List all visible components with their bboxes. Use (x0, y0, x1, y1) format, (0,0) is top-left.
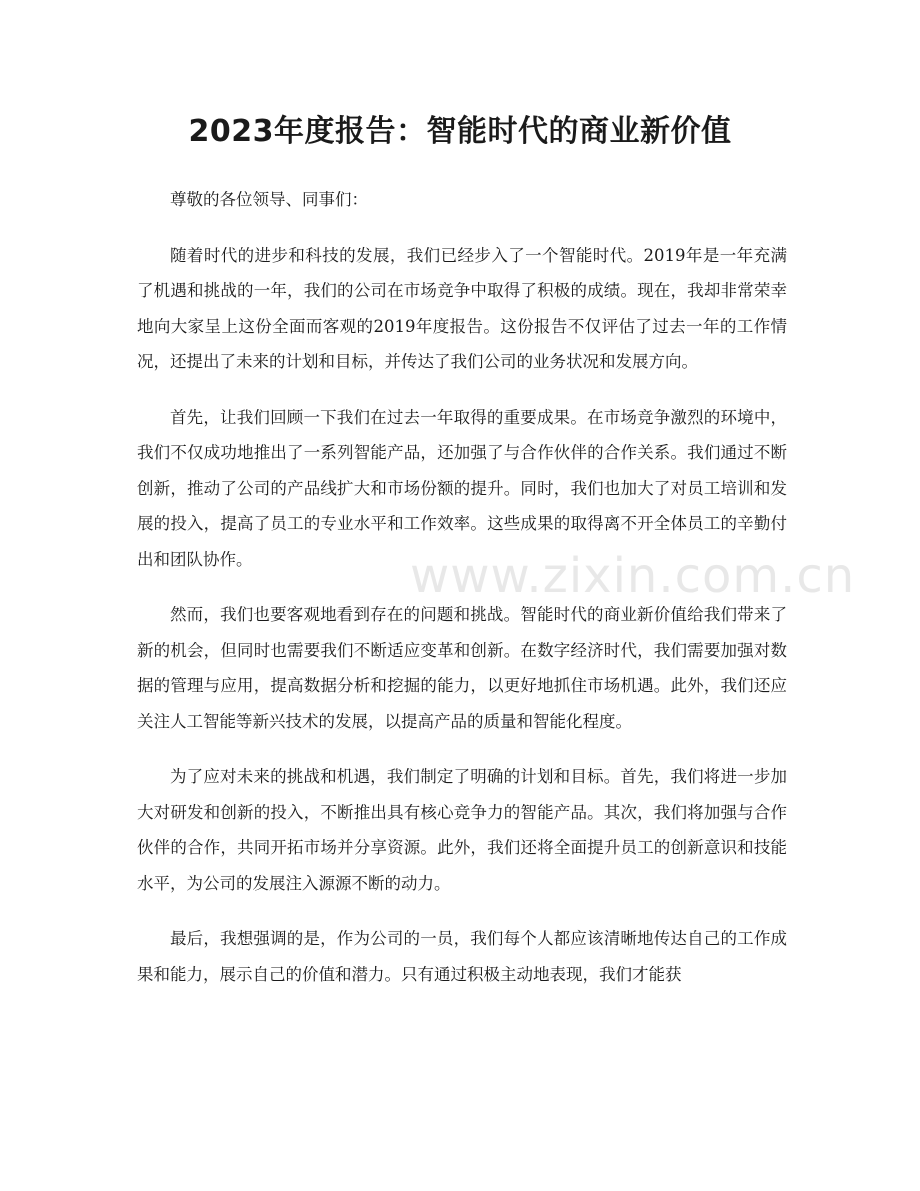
intro-paragraph: 随着时代的进步和科技的发展，我们已经步入了一个智能时代。2019年是一年充满了机遇和挑战的一年，我们的公司在市场竞争中取得了积极的成绩。现在，我却非常荣幸地向大家呈上这份全面而客观的2019年度报告。这份报告不仅评估了过去一年的工作情况，还提出了未来的计划和目标，并传达了我们公司的业务状况和发展方向。 (137, 245, 787, 371)
challenges-paragraph: 然而，我们也要客观地看到存在的问题和挑战。智能时代的商业新价值给我们带来了新的机会，但同时也需要我们不断适应变革和创新。在数字经济时代，我们需要加强对数据的管理与应用，提高数据分析和挖掘的能力，以更好地抓住市场机遇。此外，我们还应关注人工智能等新兴技术的发展，以提高产品的质量和智能化程度。 (137, 605, 787, 731)
salutation-paragraph: 尊敬的各位领导、同事们： (170, 190, 368, 209)
achievements-paragraph: 首先，让我们回顾一下我们在过去一年取得的重要成果。在市场竞争激烈的环境中，我们不仅成功地推出了一系列智能产品，还加强了与合作伙伴的合作关系。我们通过不断创新，推动了公司的产品线扩大和市场份额的提升。同时，我们也加大了对员工培训和发展的投入，提高了员工的专业水平和工作效率。这些成果的取得离不开全体员工的辛勤付出和团队协作。 (137, 407, 787, 569)
plans-paragraph: 为了应对未来的挑战和机遇，我们制定了明确的计划和目标。首先，我们将进一步加大对研发和创新的投入，不断推出具有核心竞争力的智能产品。其次，我们将加强与合作伙伴的合作，共同开拓市场并分享资源。此外，我们还将全面提升员工的创新意识和技能水平，为公司的发展注入源源不断的动力。 (137, 767, 787, 893)
document-title: 2023年度报告：智能时代的商业新价值 (188, 114, 732, 149)
document-body (137, 182, 787, 1012)
watermark: www.zixin.com.cn (410, 548, 856, 604)
closing-paragraph: 最后，我想强调的是，作为公司的一员，我们每个人都应该清晰地传达自己的工作成果和能力，展示自己的价值和潜力。只有通过积极主动地表现，我们才能获 (137, 929, 787, 984)
